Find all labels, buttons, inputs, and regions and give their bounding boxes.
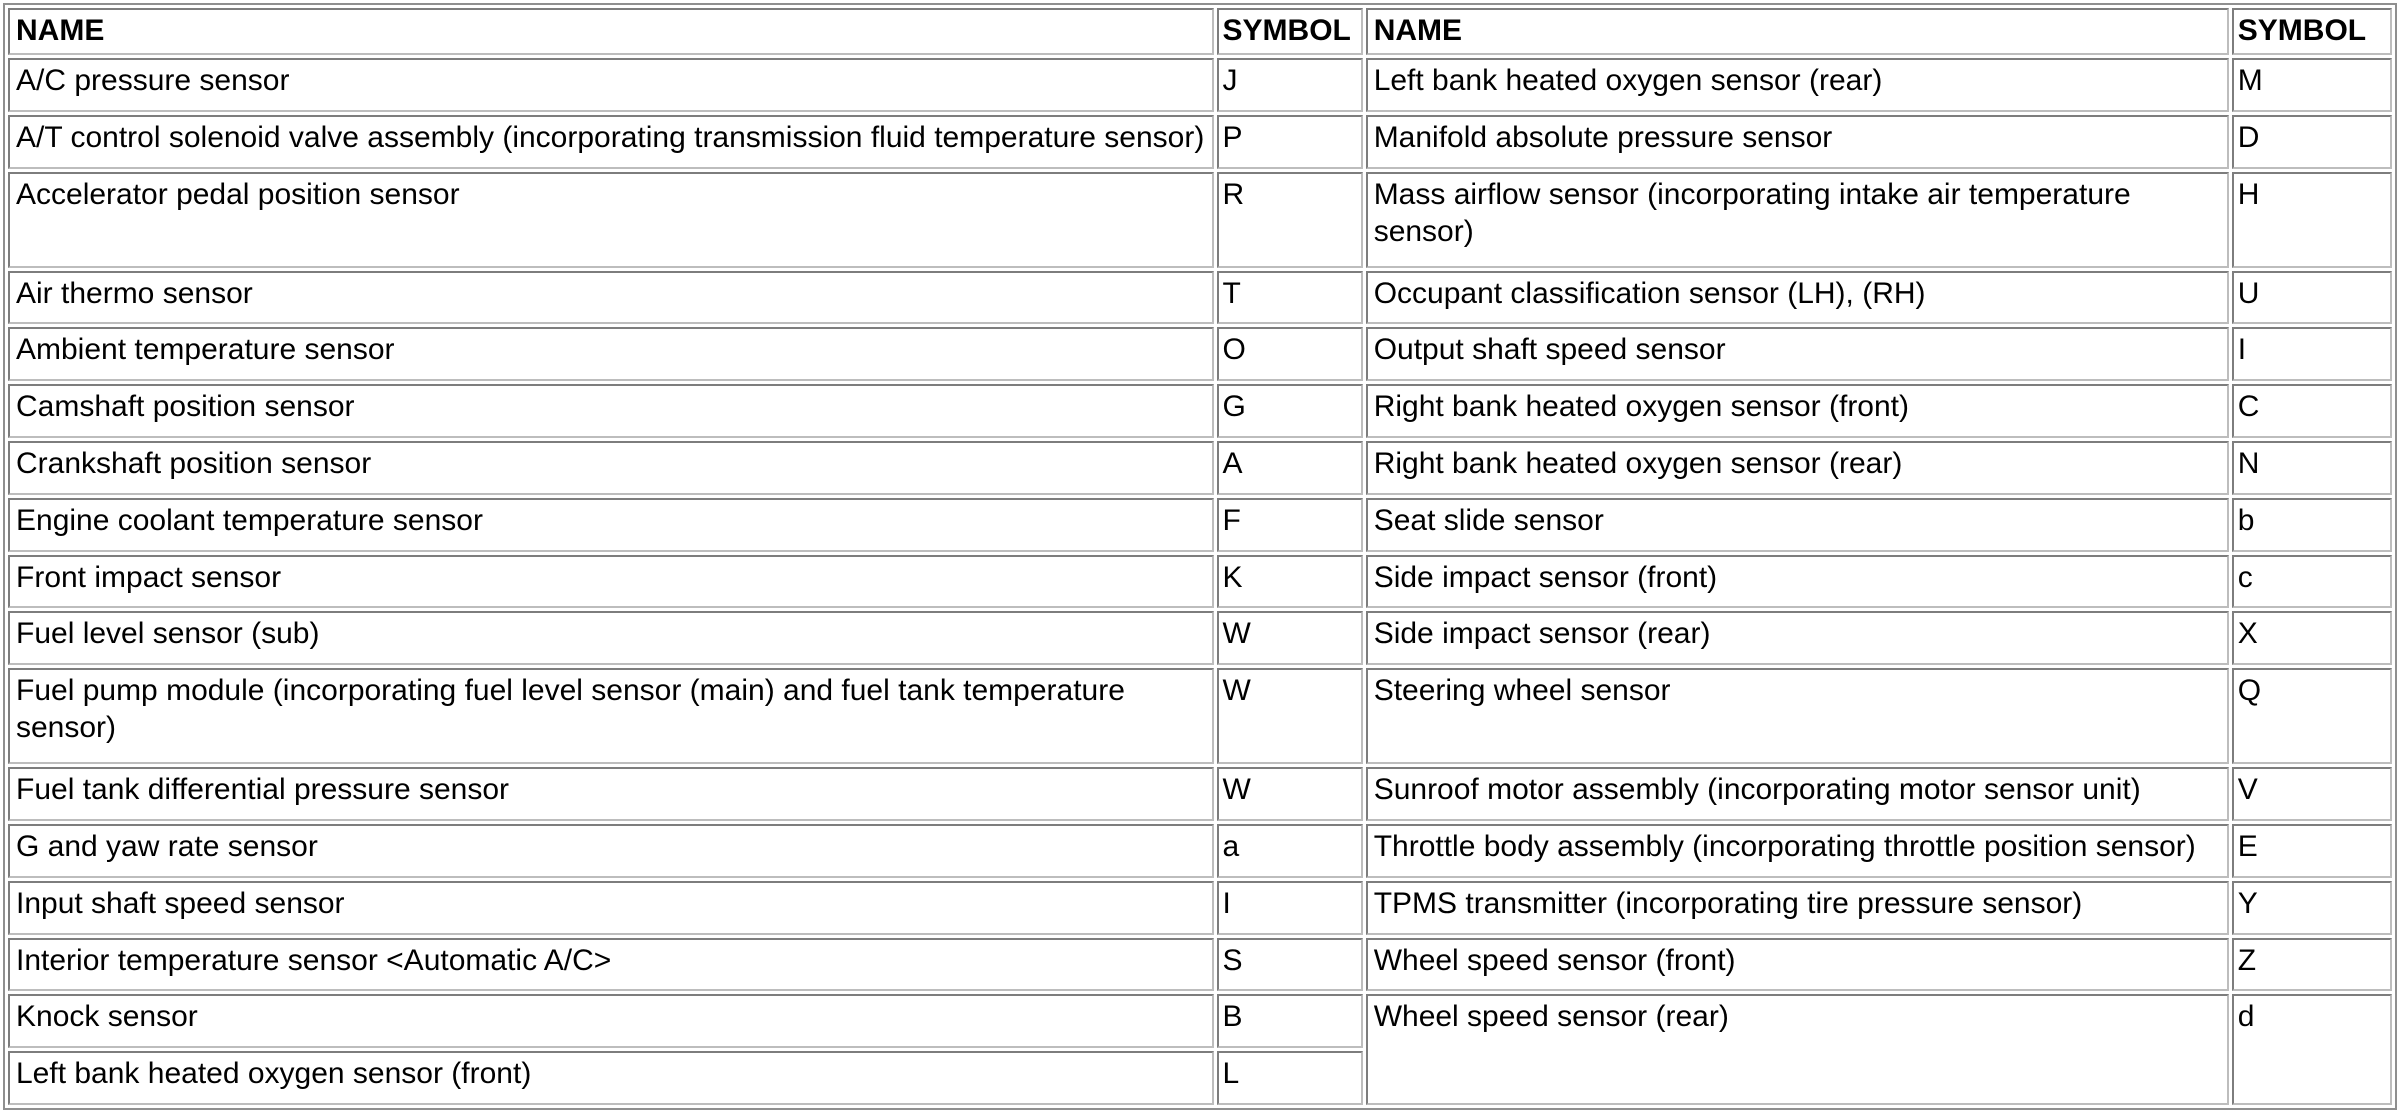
table-row: [8, 172, 2392, 268]
sensor-name-cell: Crankshaft position sensor: [8, 441, 1214, 495]
sensor-name-cell: Wheel speed sensor (rear): [1366, 994, 2229, 1105]
sensor-symbol-cell: B: [1217, 994, 1363, 1048]
sensor-symbol-cell: N: [2232, 441, 2392, 495]
sensor-name-cell: Side impact sensor (rear): [1366, 611, 2229, 665]
sensor-name-cell: Manifold absolute pressure sensor: [1366, 115, 2229, 169]
sensor-symbol-cell: P: [1217, 115, 1363, 169]
sensor-symbol-cell: U: [2232, 271, 2392, 325]
sensor-name-cell: Fuel level sensor (sub): [8, 611, 1214, 665]
sensor-symbol-cell: I: [2232, 327, 2392, 381]
sensor-symbol-cell: A: [1217, 441, 1363, 495]
sensor-name-cell: Air thermo sensor: [8, 271, 1214, 325]
sensor-symbol-cell: S: [1217, 938, 1363, 992]
sensor-symbol-cell: W: [1217, 611, 1363, 665]
sensor-symbol-cell: a: [1217, 824, 1363, 878]
sensor-symbol-cell: M: [2232, 58, 2392, 112]
sensor-symbol-cell: b: [2232, 498, 2392, 552]
table-row: [8, 767, 2392, 821]
table-row: [8, 611, 2392, 665]
sensor-name-cell: Wheel speed sensor (front): [1366, 938, 2229, 992]
sensor-name-cell: G and yaw rate sensor: [8, 824, 1214, 878]
column-header-name-right: NAME: [1366, 8, 2229, 55]
sensor-symbol-cell: F: [1217, 498, 1363, 552]
table-row: [8, 994, 2392, 1048]
table-row: [8, 384, 2392, 438]
sensor-symbol-cell: L: [1217, 1051, 1363, 1105]
sensor-symbol-cell: Y: [2232, 881, 2392, 935]
sensor-symbol-cell: G: [1217, 384, 1363, 438]
sensor-symbol-cell: D: [2232, 115, 2392, 169]
table-row: [8, 441, 2392, 495]
sensor-name-cell: Sunroof motor assembly (incorporating motor sensor unit): [1366, 767, 2229, 821]
sensor-name-cell: Fuel pump module (incorporating fuel level sensor (main) and fuel tank temperature sensor): [8, 668, 1214, 764]
sensor-symbol-cell: T: [1217, 271, 1363, 325]
table-row: [8, 58, 2392, 112]
sensor-name-cell: Input shaft speed sensor: [8, 881, 1214, 935]
sensor-name-cell: Camshaft position sensor: [8, 384, 1214, 438]
sensor-name-cell: Occupant classification sensor (LH), (RH): [1366, 271, 2229, 325]
table-row: [8, 938, 2392, 992]
sensor-symbol-cell: V: [2232, 767, 2392, 821]
sensor-symbol-cell: Q: [2232, 668, 2392, 764]
sensor-symbol-cell: J: [1217, 58, 1363, 112]
table-row: [8, 824, 2392, 878]
sensor-name-cell: Right bank heated oxygen sensor (rear): [1366, 441, 2229, 495]
sensor-name-cell: Engine coolant temperature sensor: [8, 498, 1214, 552]
sensor-name-cell: Mass airflow sensor (incorporating intake air temperature sensor): [1366, 172, 2229, 268]
sensor-name-cell: Right bank heated oxygen sensor (front): [1366, 384, 2229, 438]
sensor-symbol-cell: K: [1217, 555, 1363, 609]
column-header-symbol-right: SYMBOL: [2232, 8, 2392, 55]
sensor-symbol-cell: E: [2232, 824, 2392, 878]
sensor-symbol-cell: W: [1217, 668, 1363, 764]
sensor-symbol-cell: c: [2232, 555, 2392, 609]
sensor-name-cell: A/T control solenoid valve assembly (incorporating transmission fluid temperature sensor): [8, 115, 1214, 169]
sensor-symbol-cell: W: [1217, 767, 1363, 821]
sensor-name-cell: TPMS transmitter (incorporating tire pressure sensor): [1366, 881, 2229, 935]
table-row: [8, 115, 2392, 169]
sensor-name-cell: A/C pressure sensor: [8, 58, 1214, 112]
sensor-name-cell: Accelerator pedal position sensor: [8, 172, 1214, 268]
sensor-symbol-table: [3, 3, 2397, 1110]
column-header-symbol-left: SYMBOL: [1217, 8, 1363, 55]
sensor-name-cell: Steering wheel sensor: [1366, 668, 2229, 764]
sensor-symbol-cell: R: [1217, 172, 1363, 268]
header-row: [8, 8, 2392, 55]
table-row: [8, 327, 2392, 381]
sensor-name-cell: Interior temperature sensor <Automatic A/C>: [8, 938, 1214, 992]
sensor-name-cell: Side impact sensor (front): [1366, 555, 2229, 609]
sensor-symbol-cell: Z: [2232, 938, 2392, 992]
sensor-symbol-cell: d: [2232, 994, 2392, 1105]
table-row: [8, 668, 2392, 764]
sensor-name-cell: Knock sensor: [8, 994, 1214, 1048]
sensor-name-cell: Fuel tank differential pressure sensor: [8, 767, 1214, 821]
sensor-name-cell: Throttle body assembly (incorporating throttle position sensor): [1366, 824, 2229, 878]
sensor-name-cell: Left bank heated oxygen sensor (rear): [1366, 58, 2229, 112]
table-row: [8, 555, 2392, 609]
sensor-symbol-cell: H: [2232, 172, 2392, 268]
table-row: [8, 498, 2392, 552]
sensor-name-cell: Seat slide sensor: [1366, 498, 2229, 552]
sensor-name-cell: Left bank heated oxygen sensor (front): [8, 1051, 1214, 1105]
sensor-symbol-cell: O: [1217, 327, 1363, 381]
sensor-name-cell: Front impact sensor: [8, 555, 1214, 609]
sensor-symbol-cell: X: [2232, 611, 2392, 665]
sensor-symbol-cell: C: [2232, 384, 2392, 438]
sensor-symbol-cell: I: [1217, 881, 1363, 935]
table-row: [8, 881, 2392, 935]
column-header-name-left: NAME: [8, 8, 1214, 55]
sensor-name-cell: Ambient temperature sensor: [8, 327, 1214, 381]
sensor-name-cell: Output shaft speed sensor: [1366, 327, 2229, 381]
table-row: [8, 271, 2392, 325]
